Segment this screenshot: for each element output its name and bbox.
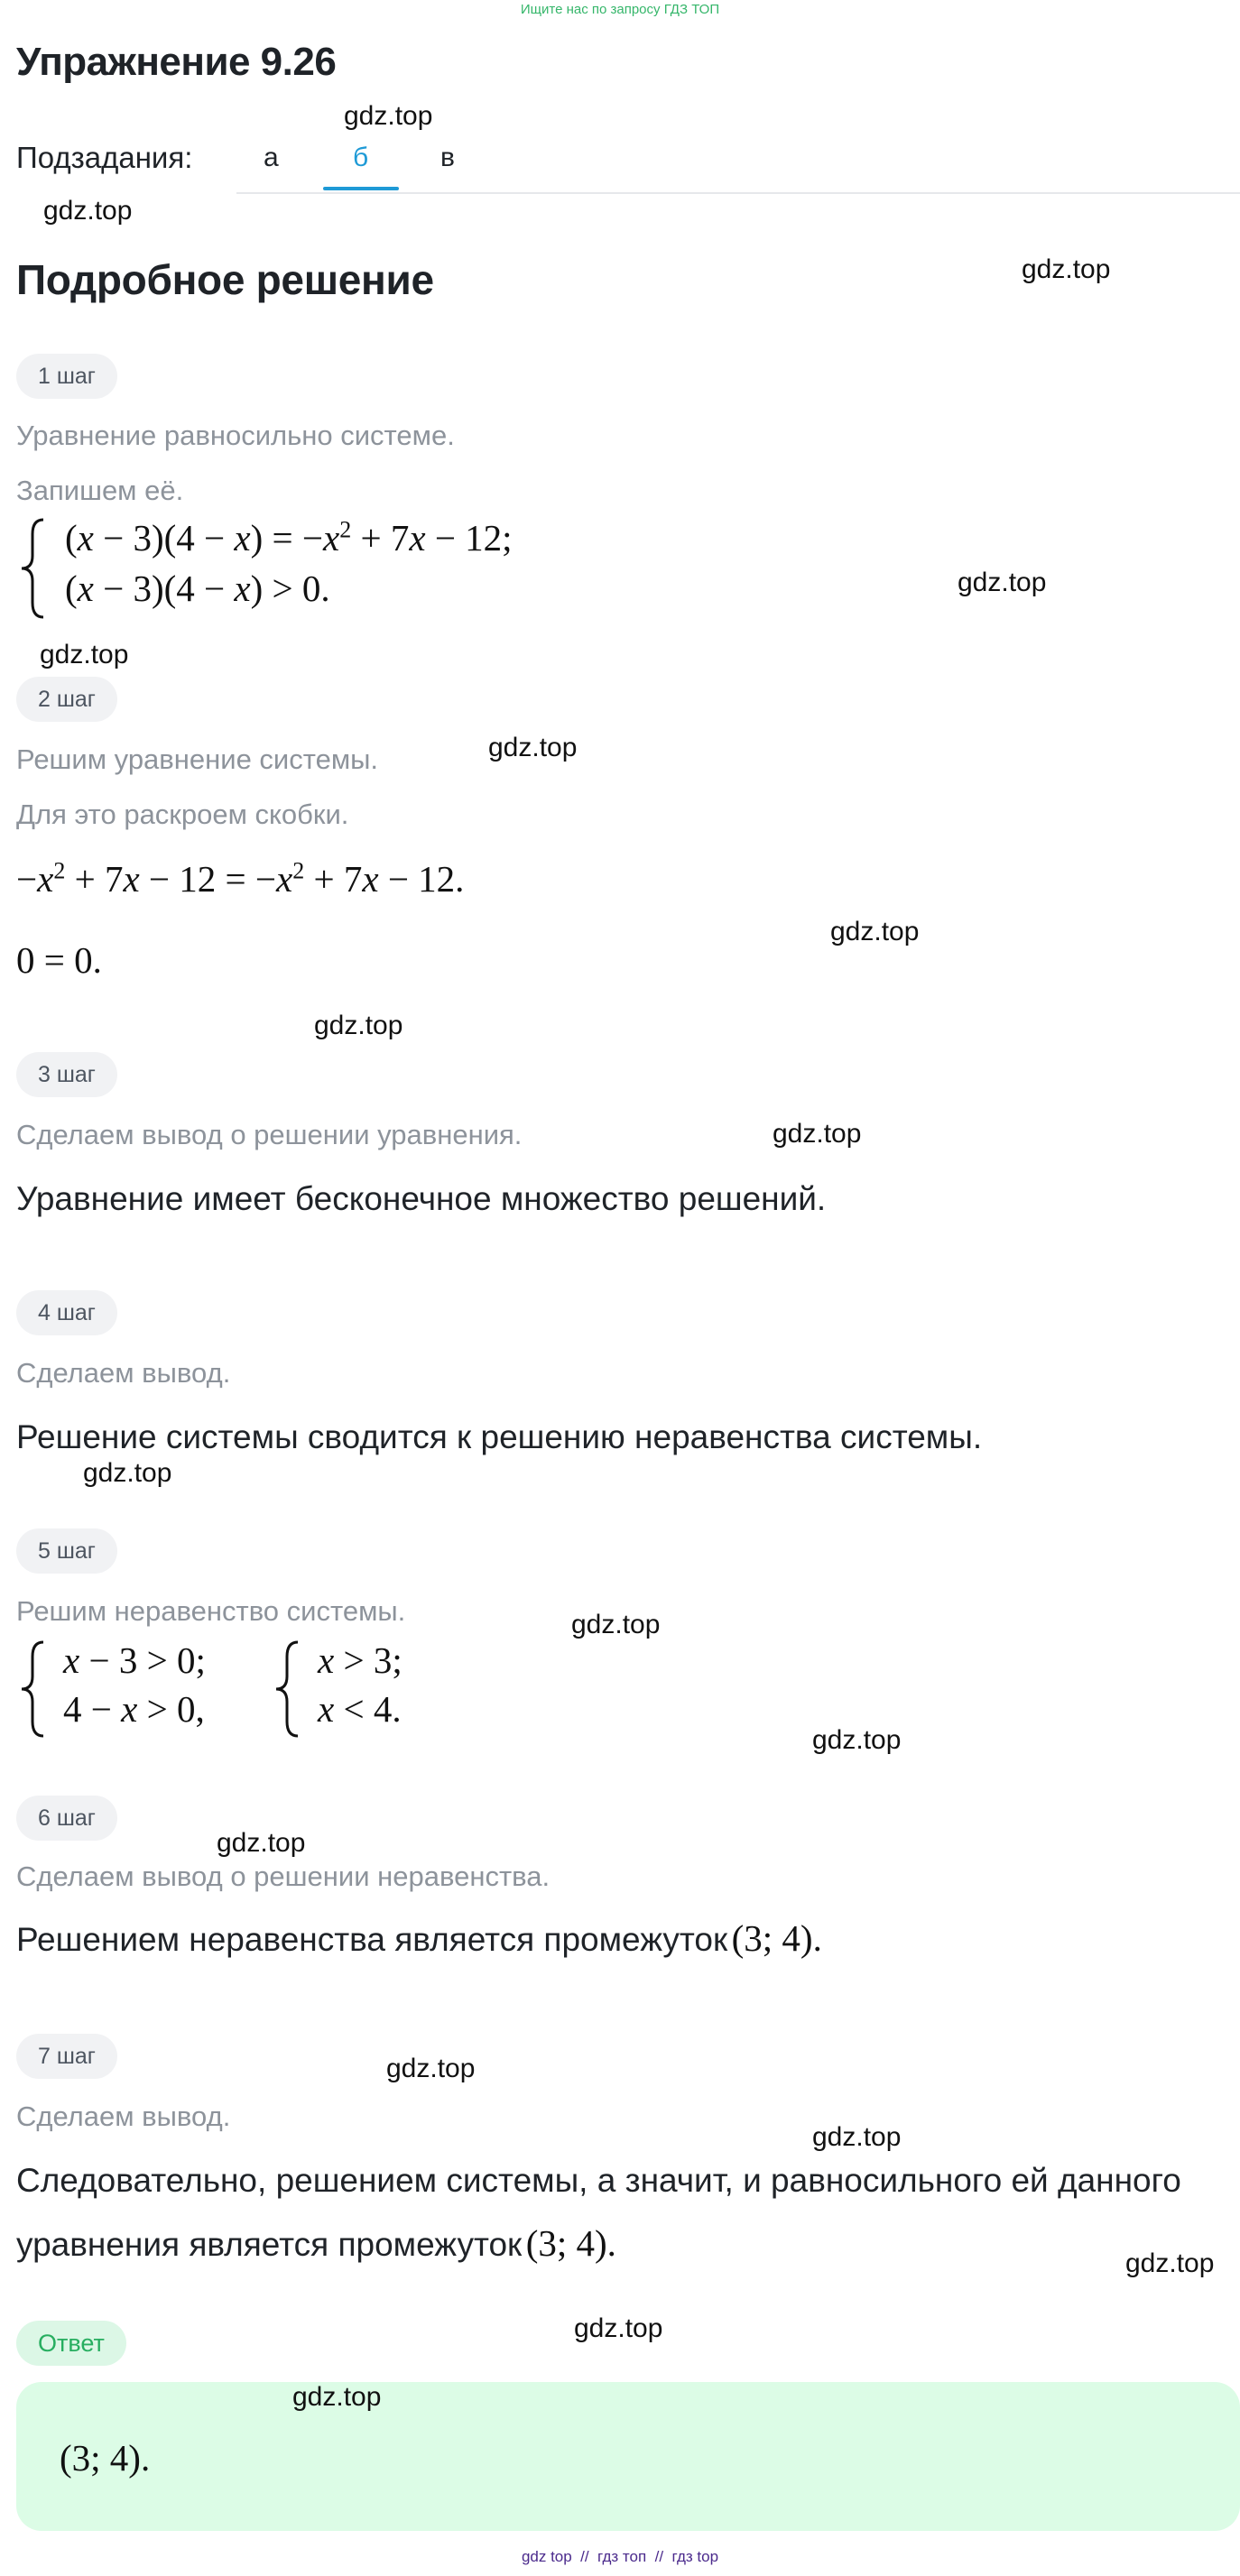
system-line: $(x - 3)(4 - x) = -x^2 + 7x - 12$; [65, 516, 513, 559]
watermark: gdz.top [574, 2313, 663, 2343]
watermark: gdz.top [40, 640, 129, 669]
brace-icon [16, 516, 52, 621]
step-badge: 2 шаг [16, 677, 117, 722]
step-text: Уравнение равносильно системе. [16, 420, 455, 451]
section-title: Подробное решение [16, 256, 434, 303]
system-line: x < 4. [318, 1688, 402, 1730]
step-result: Решением неравенства является промежуток (3; 4). [16, 1917, 822, 1959]
system-line: x > 3; [318, 1639, 403, 1681]
watermark: gdz.top [386, 2054, 476, 2083]
tab-subtask-a[interactable]: а [264, 143, 279, 172]
answer-badge: Ответ [16, 2321, 126, 2366]
watermark: gdz.top [1125, 2248, 1215, 2278]
watermark: gdz.top [571, 1610, 661, 1639]
step-text: Запишем её. [16, 475, 184, 506]
step-badge: 6 шаг [16, 1796, 117, 1841]
tabs-divider [236, 192, 1240, 194]
watermark: gdz.top [292, 2382, 382, 2412]
equation-system [16, 516, 630, 623]
watermark: gdz.top [344, 101, 433, 131]
step-badge: 7 шаг [16, 2034, 117, 2079]
brace-icon [271, 1639, 307, 1740]
answer-value: (3; 4). [60, 2437, 151, 2479]
watermark: gdz.top [773, 1119, 862, 1149]
watermark: gdz.top [812, 2122, 902, 2152]
watermark: gdz.top [958, 568, 1047, 597]
watermark: gdz.top [812, 1725, 902, 1755]
step-badge: 5 шаг [16, 1528, 117, 1574]
step-badge: 1 шаг [16, 354, 117, 399]
watermark: gdz.top [1022, 254, 1111, 284]
interval-value: (3; 4). [525, 2222, 616, 2264]
tab-subtask-b[interactable]: б [353, 143, 369, 172]
answer-box [16, 2382, 1240, 2531]
tab-subtask-v[interactable]: в [440, 143, 455, 172]
step-result: Уравнение имеет бесконечное множество решений. [16, 1180, 827, 1217]
step-text: Решим неравенство системы. [16, 1595, 406, 1627]
watermark: gdz.top [488, 733, 578, 762]
footer-links[interactable]: gdz top // гдз топ // гдз top [521, 2548, 719, 2565]
step-text: Сделаем вывод. [16, 1357, 231, 1389]
inequality-systems [16, 1639, 467, 1745]
exercise-title: Упражнение 9.26 [16, 40, 337, 84]
step-result: уравнения является промежуток (3; 4). [16, 2222, 616, 2264]
watermark: gdz.top [83, 1458, 172, 1488]
brace-icon [16, 1639, 52, 1740]
subtasks-label: Подзадания: [16, 141, 193, 174]
interval-value: (3; 4). [731, 1917, 822, 1959]
search-hint-banner: Ищите нас по запросу ГДЗ ТОП [520, 2, 720, 17]
watermark: gdz.top [43, 196, 133, 226]
system-line: x − 3 > 0; [63, 1639, 206, 1681]
step-badge: 4 шаг [16, 1290, 117, 1335]
step-text: Сделаем вывод. [16, 2101, 231, 2132]
step-result: Решение системы сводится к решению неравенства системы. [16, 1418, 983, 1455]
watermark: gdz.top [217, 1828, 306, 1858]
watermark: gdz.top [830, 917, 920, 946]
step-text: Решим уравнение системы. [16, 743, 379, 775]
system-line: (x − 3)(4 − x) > 0. [65, 568, 330, 609]
formula: $-x^2 + 7x - 12 = -x^2 + 7x - 12$. [16, 857, 465, 900]
step-badge: 3 шаг [16, 1052, 117, 1097]
step-result: Следовательно, решением системы, а значит, и равносильного ей данного [16, 2162, 1181, 2199]
step-text: Сделаем вывод о решении неравенства. [16, 1860, 551, 1892]
formula: 0 = 0. [16, 939, 102, 981]
system-line: 4 − x > 0, [63, 1688, 205, 1730]
active-tab-indicator [323, 187, 399, 190]
step-text: Сделаем вывод о решении уравнения. [16, 1119, 523, 1150]
step-text: Для это раскроем скобки. [16, 799, 349, 830]
watermark: gdz.top [314, 1011, 403, 1040]
